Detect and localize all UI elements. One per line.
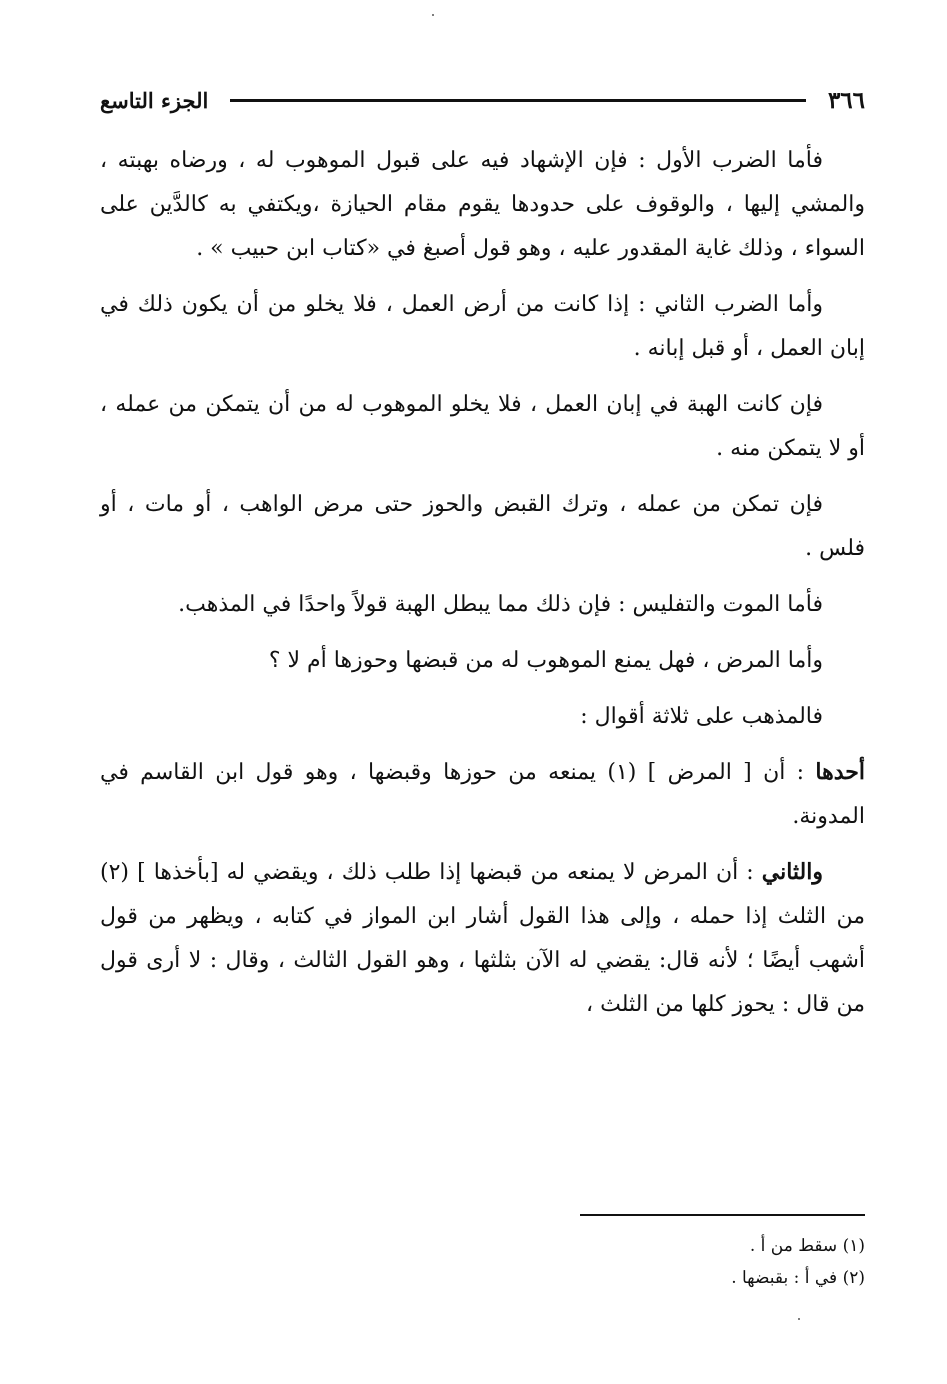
- page-number: ٣٦٦: [827, 86, 865, 114]
- paragraph-text: : أن المرض لا يمنعه من قبضها إذا طلب ذلك ، ويقضي له [بأخذها ] (٢) من الثلث إذا حمله ، وإلى هذا القول أشار ابن المواز في كتابه ، ويظهر من قول أشهب أيضًا ؛ لأنه قال: يقضي له الآن بثلثها ، وهو القول الثالث ، وقال : لا أرى قول من قال : يحوز كلها من الثلث ،: [100, 860, 865, 1017]
- page-header: [100, 80, 865, 120]
- paragraph-text: : أن [ المرض ] (١) يمنعه من حوزها وقبضها ، وهو قول ابن القاسم في المدونة.: [100, 760, 865, 829]
- paragraph: [100, 382, 865, 471]
- footnote: (١) سقط من أ .: [749, 1236, 865, 1256]
- paragraph: [100, 138, 865, 271]
- paragraph: [100, 482, 865, 571]
- paragraph: [100, 582, 865, 627]
- footnote-rule: [580, 1214, 865, 1216]
- paragraph: [100, 750, 865, 839]
- paragraph-text: وأما الضرب الثاني : إذا كانت من أرض العمل ، فلا يخلو من أن يكون ذلك في إبان العمل ، أو قبل إبانه .: [100, 292, 865, 361]
- paragraph: [100, 850, 865, 1027]
- paragraph-text: وأما المرض ، فهل يمنع الموهوب له من قبضها وحوزها أم لا ؟: [268, 648, 823, 673]
- paragraph-text: فأما الضرب الأول : فإن الإشهاد فيه على قبول الموهوب له ، ورضاه بهبته ، والمشي إليها ، والوقوف على حدودها يقوم مقام الحيازة ،ويكتفي به كالدَّين على السواء ، وذلك غاية المقدور عليه ، وهو قول أصبغ في «كتاب ابن حبيب » .: [100, 148, 865, 261]
- paragraph: [100, 694, 865, 739]
- paragraph-text: فإن كانت الهبة في إبان العمل ، فلا يخلو الموهوب له من أن يتمكن من عمله ، أو لا يتمكن منه .: [100, 392, 865, 461]
- body-text: [100, 138, 865, 1038]
- scan-speck: [798, 1318, 800, 1320]
- paragraph-text: فالمذهب على ثلاثة أقوال :: [580, 704, 823, 729]
- header-rule: [230, 99, 806, 102]
- footnote: (٢) في أ : بقبضها .: [731, 1268, 865, 1288]
- scan-speck: [432, 14, 434, 16]
- footnotes: [465, 1230, 865, 1294]
- paragraph: [100, 638, 865, 683]
- paragraph-text: فإن تمكن من عمله ، وترك القبض والحوز حتى مرض الواهب ، أو مات ، أو فلس .: [100, 492, 865, 561]
- paragraph-lead: أحدها: [815, 759, 865, 785]
- part-title: الجزء التاسع: [100, 87, 209, 113]
- paragraph: [100, 282, 865, 371]
- paragraph-lead: والثاني: [761, 859, 823, 885]
- paragraph-text: فأما الموت والتفليس : فإن ذلك مما يبطل الهبة قولاً واحدًا في المذهب.: [178, 592, 823, 617]
